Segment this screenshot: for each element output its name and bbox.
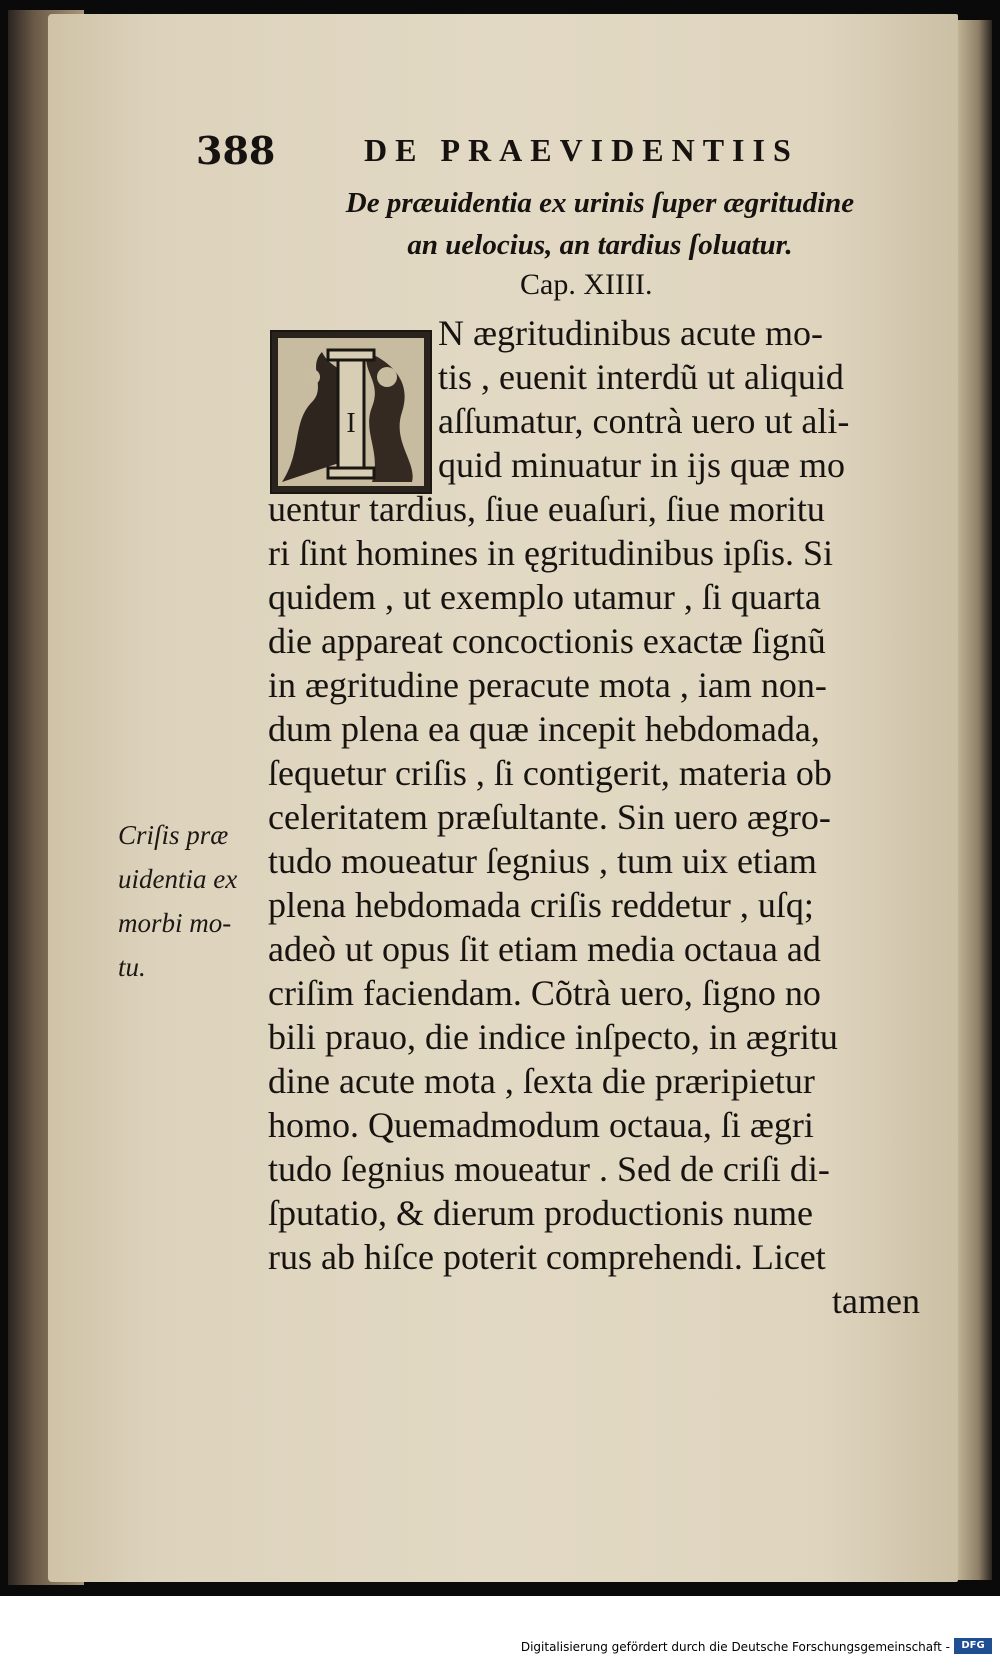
text-line: adeò ut opus ſit etiam media octaua ad (268, 929, 821, 969)
dfg-logo-icon: DFG (954, 1638, 992, 1654)
text-line: ſequetur criſis , ſi contigerit, materia ob (268, 753, 832, 793)
woodcut-initial-icon (272, 332, 430, 492)
text-line: plena hebdomada criſis reddetur , uſq; (268, 885, 814, 925)
initial-letter: I (346, 408, 356, 439)
funding-credit: Digitalisierung gefördert durch die Deutsche Forschungsgemeinschaft - (520, 1640, 950, 1654)
text-line: in ægritudine peracute mota , iam non- (268, 665, 827, 705)
text-line: ſputatio, & dierum productionis nume (268, 1193, 813, 1233)
text-line: dine acute mota , ſexta die præripietur (268, 1061, 815, 1101)
chapter-title-line: De præuidentia ex urinis ſuper ægritudine (345, 187, 855, 219)
catchword: tamen (832, 1281, 920, 1321)
text-line: ri ſint homines in ęgritudinibus ipſis. Si (268, 533, 834, 573)
text-line: uentur tardius, ſiue euaſuri, ſiue moritu (268, 489, 825, 529)
text-line: quid minuatur in ijs quæ mo (438, 445, 846, 485)
running-head: DE PRAEVIDENTIIS (364, 132, 799, 168)
text-line: tudo ſegnius moueatur . Sed de criſi di- (268, 1149, 830, 1189)
marginal-note-line: Criſis præ (118, 820, 229, 850)
page-right-edge (958, 20, 992, 1580)
text-line: die appareat concoctionis exactæ ſignũ (268, 621, 826, 661)
marginal-note-line: uidentia ex (118, 864, 238, 894)
footer-bar (0, 1596, 1000, 1656)
text-line: tis , euenit interdũ ut aliquid (438, 357, 844, 397)
marginal-note-line: morbi mo- (118, 908, 232, 938)
chapter-title-line: an uelocius, an tardius ſoluatur. (407, 229, 793, 261)
decorated-initial-icon (270, 330, 432, 494)
text-line: rus ab hiſce poterit comprehendi. Licet (268, 1237, 826, 1277)
text-line: criſim faciendam. Cõtrà uero, ſigno no (268, 973, 821, 1013)
marginal-note-line: tu. (118, 952, 146, 982)
page-number: 388 (196, 128, 276, 173)
text-line: homo. Quemadmodum octaua, ſi ægri (268, 1105, 814, 1145)
text-line: quidem , ut exemplo utamur , ſi quarta (268, 577, 821, 617)
text-line: aſſumatur, contrà uero ut ali- (438, 401, 850, 441)
text-line: celeritatem præſultante. Sin uero ægro- (268, 797, 831, 837)
chapter-number: Cap. XIIII. (520, 268, 653, 301)
text-line: dum plena ea quæ incepit hebdomada, (268, 709, 820, 749)
text-line: tudo moueatur ſegnius , tum uix etiam (268, 841, 817, 881)
chapter-title (300, 182, 900, 266)
text-line: N ægritudinibus acute mo- (438, 313, 823, 353)
text-line: bili prauo, die indice inſpecto, in ægritu (268, 1017, 838, 1057)
page-header (196, 128, 836, 178)
